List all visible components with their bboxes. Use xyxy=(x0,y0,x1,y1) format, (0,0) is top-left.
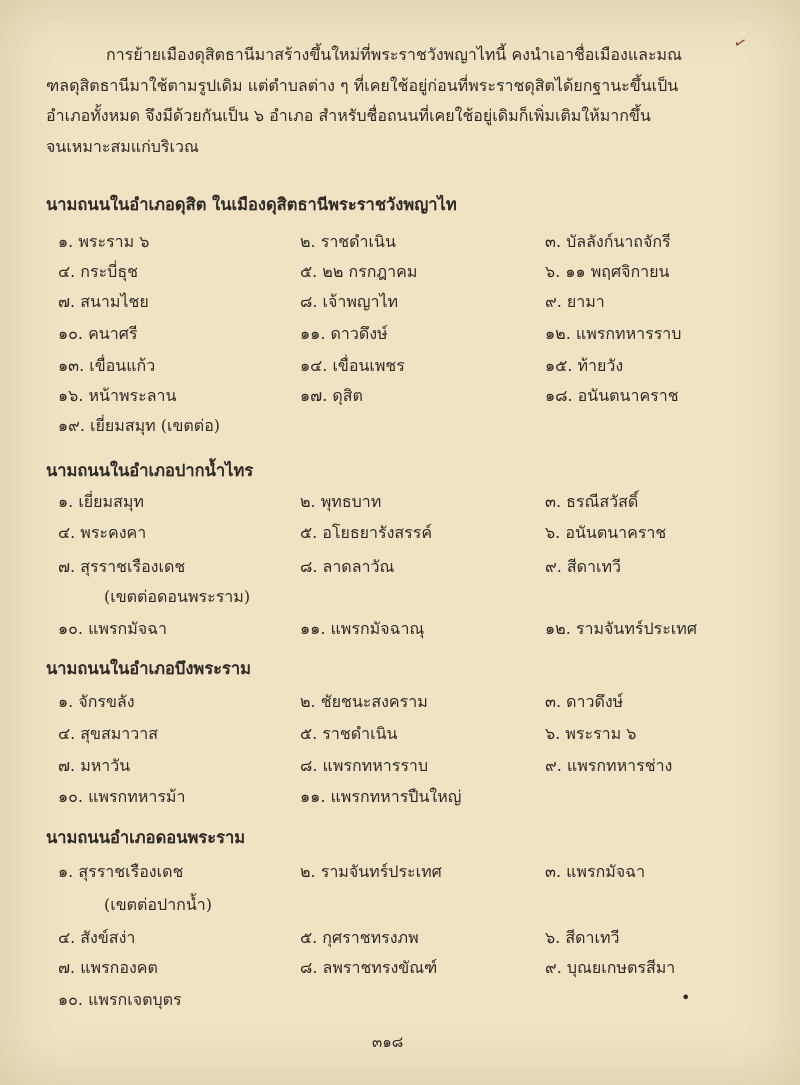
street-name: ๑๔. เขื่อนเพชร xyxy=(300,356,405,375)
street-name: ๑๑. แพรกทหารปืนใหญ่ xyxy=(300,787,462,806)
street-name: ๑๖. หน้าพระลาน xyxy=(58,386,177,405)
table-row xyxy=(0,322,800,352)
street-name: ๑๑. แพรกมัจฉาณุ xyxy=(300,619,425,638)
street-name: ๑๐. แพรกทหารม้า xyxy=(58,787,186,806)
table-row xyxy=(0,785,800,815)
street-name: ๓. แพรกมัจฉา xyxy=(545,862,646,881)
table-row xyxy=(0,690,800,720)
table-row xyxy=(0,860,800,890)
table-row xyxy=(0,617,800,647)
table-row xyxy=(0,490,800,520)
street-name: ๗. มหาวัน xyxy=(58,756,131,775)
table-row xyxy=(0,521,800,551)
street-name: ๓. ดาวดึงษ์ xyxy=(545,692,624,711)
street-name: ๗. แพรกองคต xyxy=(58,958,158,977)
section-title-don-phra-ram: นามถนนอำเภอดอนพระราม xyxy=(46,828,246,847)
table-row xyxy=(0,754,800,784)
street-name: ๑. เยี่ยมสมุท xyxy=(58,492,144,511)
street-name: ๖. อนันตนาคราช xyxy=(545,523,667,542)
street-name: ๑๐. แพรกเจตบุตร xyxy=(58,990,182,1009)
street-name: ๕. ๒๒ กรกฎาคม xyxy=(300,262,418,281)
street-name: ๔. กระบี่ธุช xyxy=(58,262,138,281)
street-name: ๔. พระคงคา xyxy=(58,523,147,542)
street-name: ๑๒. แพรกทหารราบ xyxy=(545,324,682,343)
street-name: ๘. เจ้าพญาไท xyxy=(300,292,399,311)
street-name: ๓. บัลลังก์นาถจักรี xyxy=(545,232,671,251)
section-title-pak-nam-sai: นามถนนในอำเภอปากน้ำไทร xyxy=(46,461,254,480)
street-name: ๔. สุขสมาวาส xyxy=(58,724,159,743)
street-name: ๖. สีดาเทวี xyxy=(545,928,620,947)
street-name: ๑๑. ดาวดึงษ์ xyxy=(300,324,388,343)
street-name: ๕. กุศราชทรงภพ xyxy=(300,928,419,947)
street-name: ๖. ๑๑ พฤศจิกายน xyxy=(545,262,670,281)
street-name: ๑๓. เขื่อนแก้ว xyxy=(58,356,156,375)
table-row xyxy=(0,414,800,444)
table-row xyxy=(0,555,800,585)
street-name: ๙. แพรกทหารช่าง xyxy=(545,756,673,775)
street-name: ๑. จักรขลัง xyxy=(58,692,135,711)
street-name: ๕. อโยธยารังสรรค์ xyxy=(300,523,433,542)
street-name: ๘. ลพราชทรงขัณฑ์ xyxy=(300,958,438,977)
table-row xyxy=(0,926,800,956)
street-name: ๘. แพรกทหารราบ xyxy=(300,756,429,775)
street-name: ๘. ลาดลาวัณ xyxy=(300,557,395,576)
street-continuation-note: (เขตต่อปากน้ำ) xyxy=(104,895,213,914)
intro-line: การย้ายเมืองดุสิตธานีมาสร้างขึ้นใหม่ที่พระราชวังพญาไทนี้ คงนำเอาชื่อเมืองและมณ xyxy=(106,45,682,64)
street-name: ๕. ราชดำเนิน xyxy=(300,724,398,743)
table-row xyxy=(0,230,800,260)
table-row xyxy=(0,290,800,320)
street-name: ๑๘. อนันตนาคราช xyxy=(545,386,679,405)
street-name: ๗. สุรราชเรืองเดช xyxy=(58,557,186,576)
street-name: ๑. พระราม ๖ xyxy=(58,232,150,251)
table-row xyxy=(0,988,800,1018)
street-name: ๓. ธรณีสวัสดิ์ xyxy=(545,492,639,511)
dot-mark: • xyxy=(681,988,691,1007)
street-name: ๑๒. รามจันทร์ประเทศ xyxy=(545,619,697,638)
street-name: ๑๕. ท้ายวัง xyxy=(545,356,624,375)
page-number: ๓๑๘ xyxy=(372,1033,404,1051)
table-row xyxy=(0,384,800,414)
street-name: ๒. รามจันทร์ประเทศ xyxy=(300,862,442,881)
street-name: ๒. ราชดำเนิน xyxy=(300,232,396,251)
street-name: ๑๗. ดุสิต xyxy=(300,386,363,405)
street-name: ๑. สุรราชเรืองเดช xyxy=(58,862,184,881)
check-mark: ✓ xyxy=(731,32,750,54)
street-name: ๙. สีดาเทวี xyxy=(545,557,622,576)
table-row xyxy=(0,354,800,384)
street-continuation-note: (เขตต่อดอนพระราม) xyxy=(104,587,251,606)
intro-paragraph xyxy=(46,40,766,162)
street-name: ๒. ชัยชนะสงคราม xyxy=(300,692,428,711)
table-row xyxy=(0,722,800,752)
street-name: ๔. สังข์สง่า xyxy=(58,928,136,947)
street-name: ๗. สนามไชย xyxy=(58,292,149,311)
table-row xyxy=(0,260,800,290)
intro-line: อำเภอทั้งหมด จึงมีด้วยกันเป็น ๖ อำเภอ สำหรับชื่อถนนที่เคยใช้อยู่เดิมก็เพิ่มเติมให้มากขึ้น xyxy=(46,106,651,125)
section-title-dusit: นามถนนในอำเภอดุสิต ในเมืองดุสิตธานีพระราชวังพญาไท xyxy=(46,195,457,214)
street-name: ๑๐. แพรกมัจฉา xyxy=(58,619,168,638)
intro-line: ฑลดุสิตธานีมาใช้ตามรูปเดิม แต่ตำบลต่าง ๆ ที่เคยใช้อยู่ก่อนที่พระราชดุสิตได้ยกฐานะขึ้นเป็น xyxy=(46,75,679,95)
street-name: ๙. ยามา xyxy=(545,292,605,311)
street-name: ๒. พุทธบาท xyxy=(300,492,382,511)
street-name: ๖. พระราม ๖ xyxy=(545,724,637,743)
street-name: ๑๙. เยี่ยมสมุท (เขตต่อ) xyxy=(58,416,221,435)
section-title-bueng-phra-ram: นามถนนในอำเภอบึงพระราม xyxy=(46,659,252,678)
table-row xyxy=(0,956,800,986)
street-name: ๙. บุณยเกษตรสีมา xyxy=(545,958,676,977)
street-name: ๑๐. คนาศรี xyxy=(58,324,138,343)
intro-line: จนเหมาะสมแก่บริเวณ xyxy=(46,136,199,156)
